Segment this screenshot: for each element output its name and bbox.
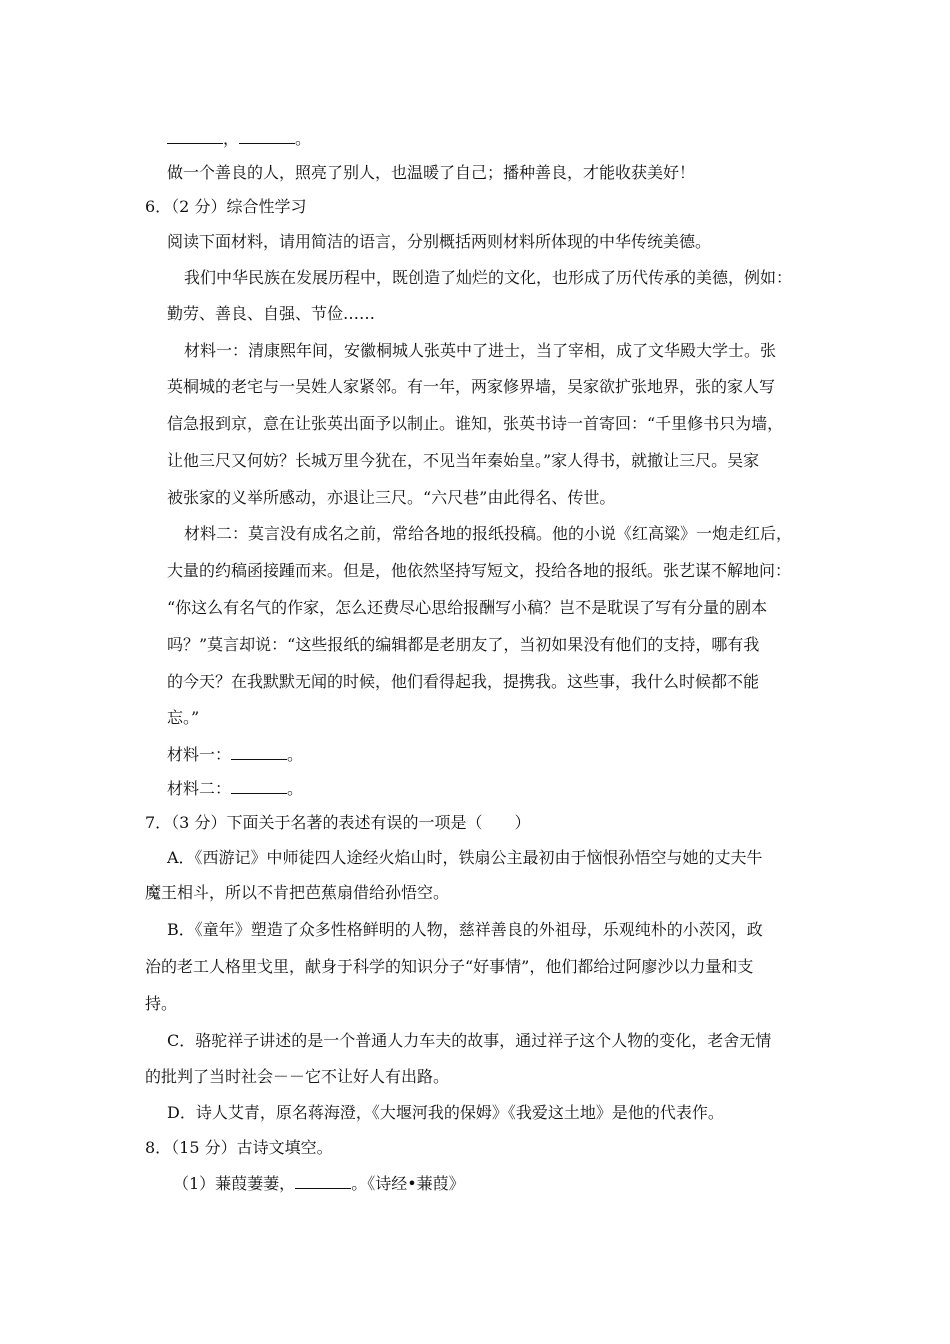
material-2-line: 吗？”莫言却说：“这些报纸的编辑都是老朋友了，当初如果没有他们的支持，哪有我 [167,635,760,654]
material-2-line: “你这么有名气的作家，怎么还费尽心思给报酬写小稿？岂不是耽误了写有分量的剧本 [167,598,768,617]
conclusion-text: 做一个善良的人，照亮了别人，也温暖了自己；播种善良，才能收获美好！ [167,163,696,182]
option-a-line: A．《西游记》中师徒四人途经火焰山时，铁扇公主最初由于恼恨孙悟空与她的丈夫牛 [167,848,763,867]
intro-line: 我们中华民族在发展历程中，既创造了灿烂的文化，也形成了历代传承的美德，例如： [184,268,793,287]
material-1-line: 材料一：清康熙年间，安徽桐城人张英中了进士，当了宰相，成了文华殿大学士。张 [184,341,777,360]
material-1-line: 信急报到京，意在让张英出面予以制止。谁知，张英书诗一首寄回：“千里修书只为墙， [167,414,784,433]
question-8-header: 8．（15 分）古诗文填空。 [145,1138,333,1157]
answer-blank[interactable] [239,129,295,144]
blank-end: 。 [295,129,312,148]
option-d-line: D．诗人艾青，原名蒋海澄，《大堰河我的保姆》《我爱这土地》是他的代表作。 [167,1103,724,1122]
blank-separator: ， [223,129,240,148]
answer-1-line [167,744,303,766]
answer-blanks-line [167,128,311,150]
material-1-line: 英桐城的老宅与一吴姓人家紧邻。有一年，两家修界墙，吴家欲扩张地界，张的家人写 [167,377,776,396]
answer-2-line [167,778,303,800]
answer-blank[interactable] [167,129,223,144]
item-1-suffix: 。《诗经•蒹葭》 [351,1174,465,1193]
answer-blank[interactable] [231,779,287,794]
option-c-line: 的批判了当时社会－－它不让好人有出路。 [145,1067,450,1086]
answer-2-label: 材料二： [167,779,232,798]
material-1-line: 被张家的义举所感动，亦退让三尺。“六尺巷”由此得名、传世。 [167,488,616,507]
question-6-instruction: 阅读下面材料，请用简洁的语言，分别概括两则材料所体现的中华传统美德。 [167,232,712,251]
material-2-line: 的今天？在我默默无闻的时候，他们看得起我，提携我。这些事，我什么时候都不能 [167,672,760,691]
question-8-item-1 [173,1173,465,1195]
answer-2-end: 。 [287,779,304,798]
option-c-line: C．骆驼祥子讲述的是一个普通人力车夫的故事，通过祥子这个人物的变化，老舍无情 [167,1031,772,1050]
answer-1-end: 。 [287,745,304,764]
question-7-header: 7．（3 分）下面关于名著的表述有误的一项是（ ） [145,813,531,832]
option-a-line: 魔王相斗，所以不肯把芭蕉扇借给孙悟空。 [145,883,450,902]
material-1-line: 让他三尺又何妨？长城万里今犹在，不见当年秦始皇。”家人得书，就撤让三尺。吴家 [167,451,760,470]
option-b-line: B．《童年》塑造了众多性格鲜明的人物，慈祥善良的外祖母，乐观纯朴的小茨冈，政 [167,920,763,939]
question-6-header: 6．（2 分）综合性学习 [145,197,307,216]
item-1-prefix: （1）蒹葭萋萋， [173,1174,296,1193]
intro-line: 勤劳、善良、自强、节俭…… [167,304,376,323]
material-2-line: 大量的约稿函接踵而来。但是，他依然坚持写短文，投给各地的报纸。张艺谋不解地问： [167,561,792,580]
answer-1-label: 材料一： [167,745,232,764]
option-b-line: 持。 [145,994,178,1013]
option-b-line: 治的老工人格里戈里，献身于科学的知识分子“好事情”，他们都给过阿廖沙以力量和支 [145,957,754,976]
answer-blank[interactable] [295,1174,351,1189]
material-2-line: 忘。” [167,708,200,727]
material-2-line: 材料二：莫言没有成名之前，常给各地的报纸投稿。他的小说《红高粱》一炮走红后， [184,524,793,543]
answer-blank[interactable] [231,745,287,760]
